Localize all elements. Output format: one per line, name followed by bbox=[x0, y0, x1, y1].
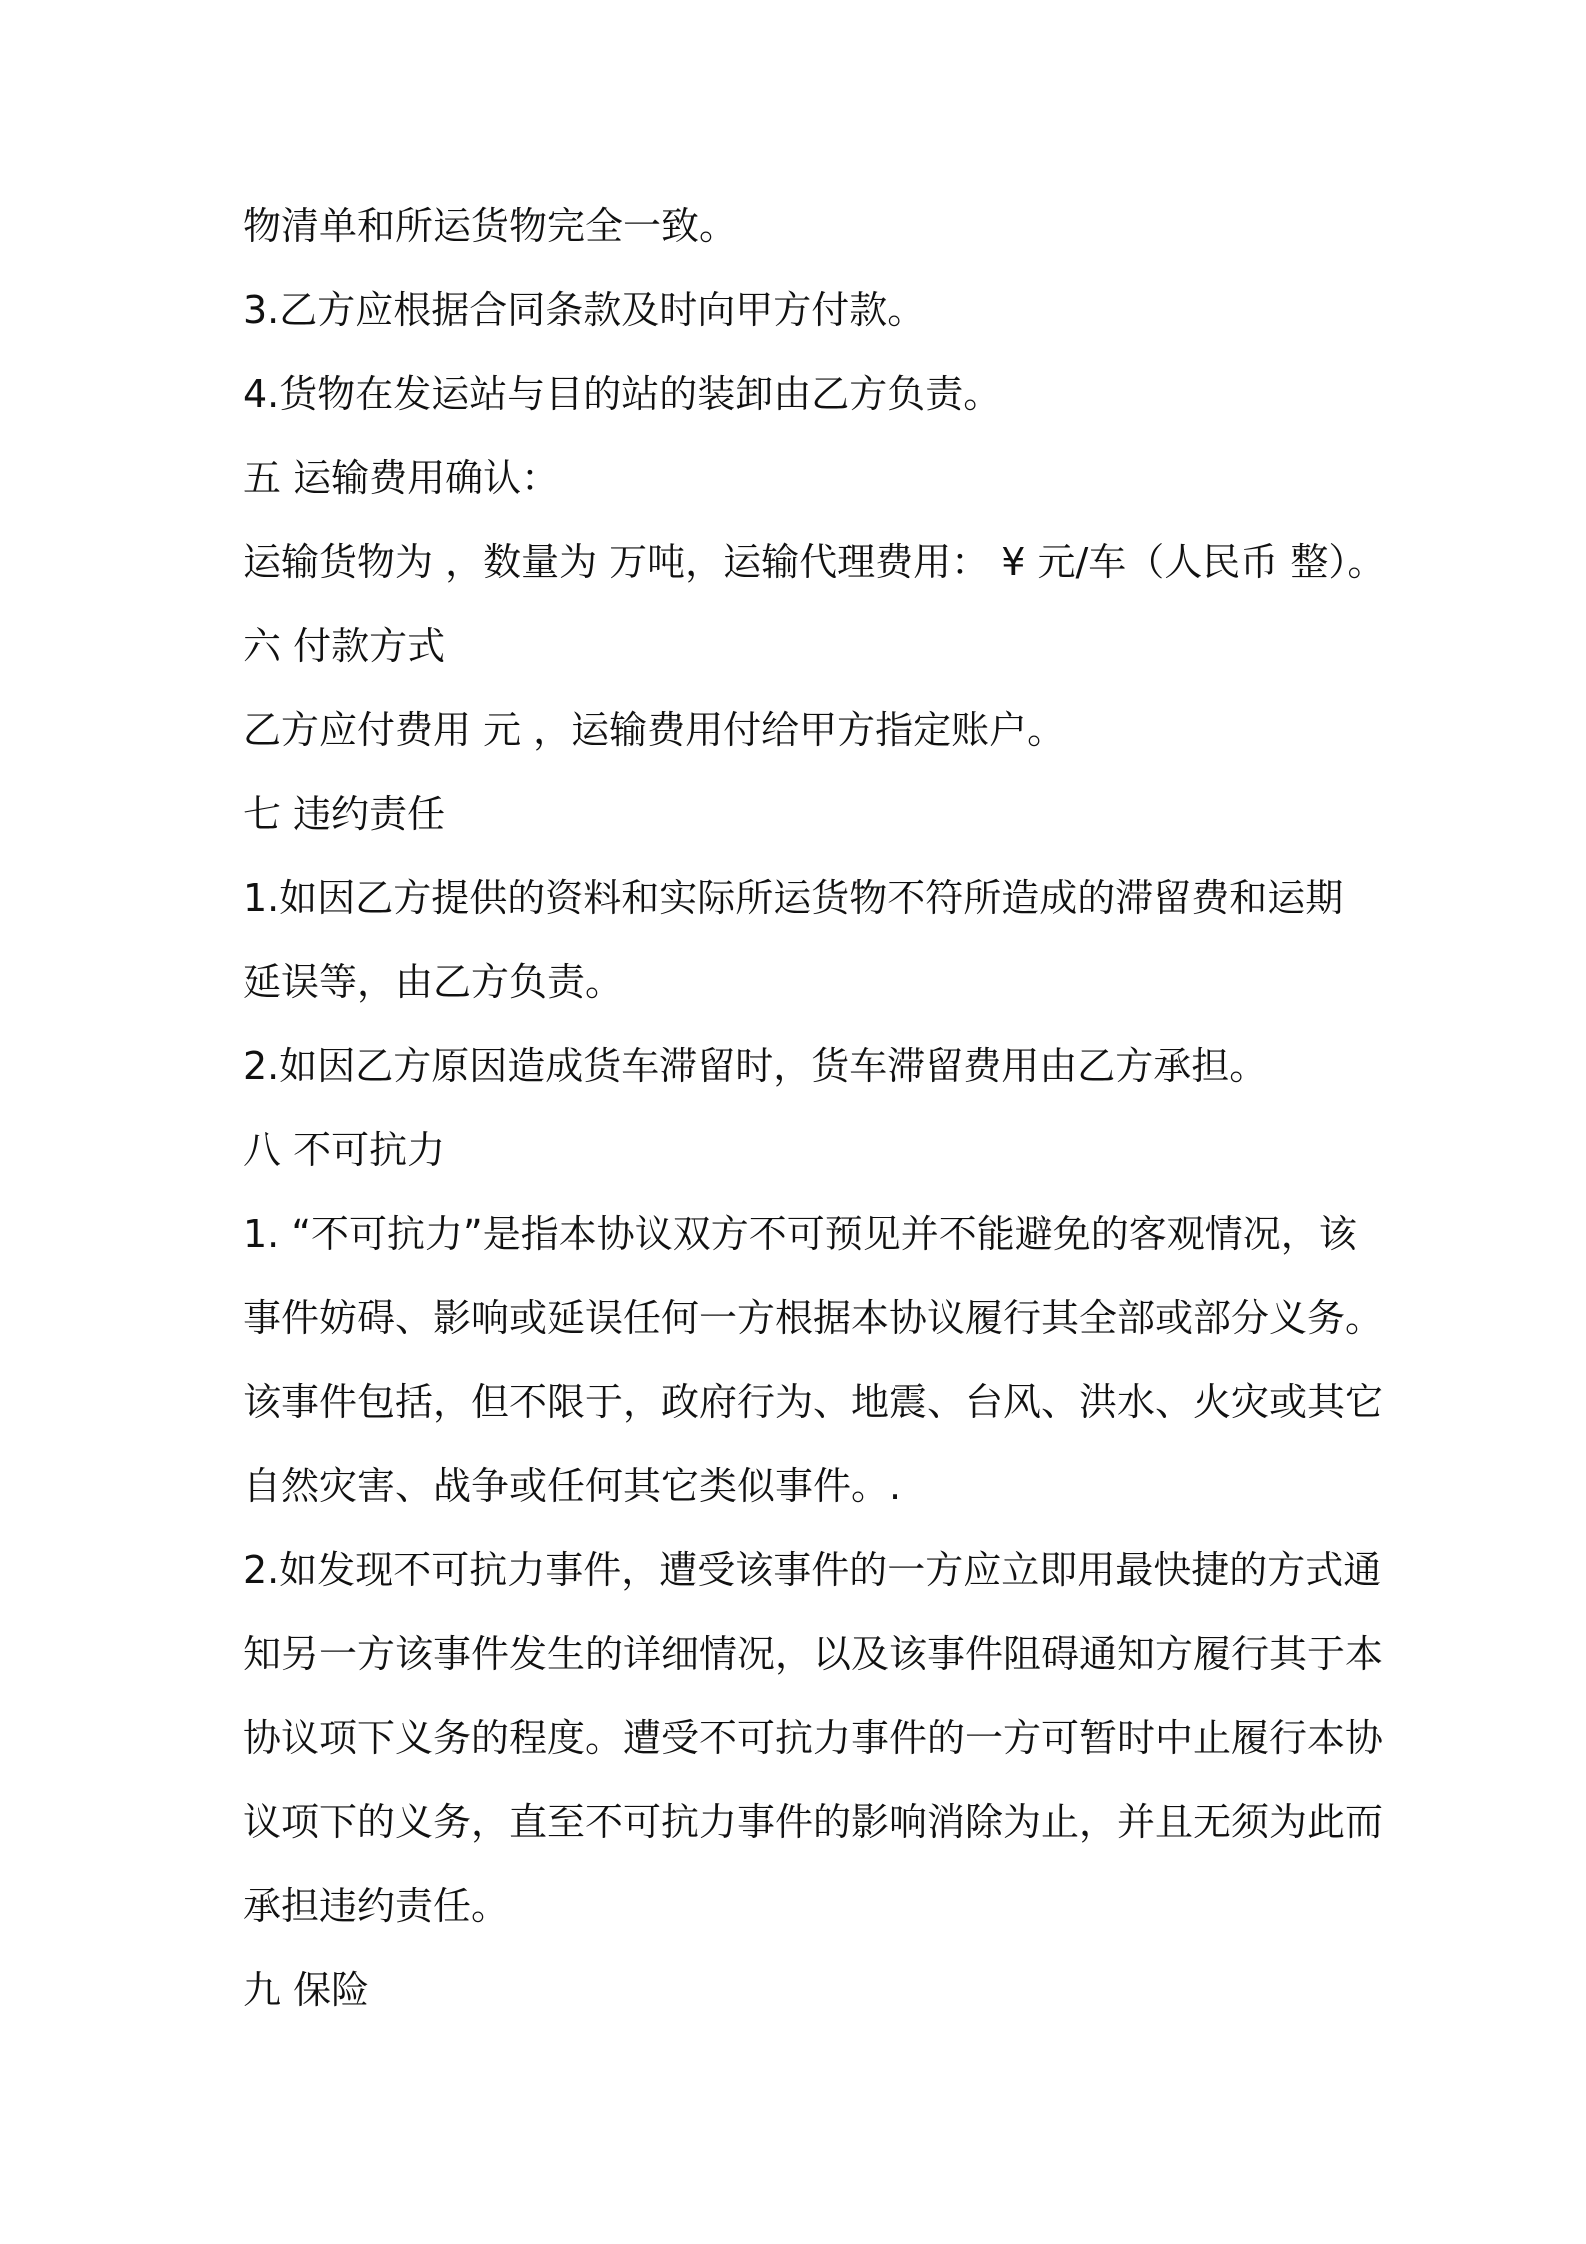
text-line: 乙方应付费用 元 ，运输费用付给甲方指定账户。 bbox=[243, 708, 1066, 752]
text-line: 知另一方该事件发生的详细情况，以及该事件阻碍通知方履行其于本 bbox=[243, 1632, 1384, 1676]
text-line: 4.货物在发运站与目的站的装卸由乙方负责。 bbox=[243, 372, 1002, 416]
section-heading: 六 付款方式 bbox=[243, 624, 446, 668]
text-line: 2.如发现不可抗力事件，遭受该事件的一方应立即用最快捷的方式通 bbox=[243, 1548, 1382, 1592]
text-line: 1. “不可抗力”是指本协议双方不可预见并不能避免的客观情况，该 bbox=[243, 1212, 1357, 1256]
text-line: 事件妨碍、影响或延误任何一方根据本协议履行其全部或部分义务。 bbox=[243, 1296, 1384, 1340]
text-line: 自然灾害、战争或任何其它类似事件。. bbox=[243, 1464, 902, 1508]
text-line: 该事件包括，但不限于，政府行为、地震、台风、洪水、火灾或其它 bbox=[243, 1380, 1384, 1424]
text-line: 3.乙方应根据合同条款及时向甲方付款。 bbox=[243, 288, 926, 332]
section-heading: 七 违约责任 bbox=[243, 792, 446, 836]
text-line: 协议项下义务的程度。遭受不可抗力事件的一方可暂时中止履行本协 bbox=[243, 1716, 1384, 1760]
text-line: 2.如因乙方原因造成货车滞留时，货车滞留费用由乙方承担。 bbox=[243, 1044, 1268, 1088]
text-line: 承担违约责任。 bbox=[243, 1884, 510, 1928]
text-line: 物清单和所运货物完全一致。 bbox=[243, 204, 738, 248]
section-heading: 五 运输费用确认： bbox=[243, 456, 560, 500]
text-line: 延误等，由乙方负责。 bbox=[243, 960, 624, 1004]
text-line: 议项下的义务，直至不可抗力事件的影响消除为止，并且无须为此而 bbox=[243, 1800, 1384, 1844]
text-line: 运输货物为 ，数量为 万吨，运输代理费用： ¥ 元/车（人民币 整）。 bbox=[243, 540, 1386, 584]
section-heading: 九 保险 bbox=[243, 1968, 370, 2012]
section-heading: 八 不可抗力 bbox=[243, 1128, 446, 1172]
text-line: 1.如因乙方提供的资料和实际所运货物不符所造成的滞留费和运期 bbox=[243, 876, 1344, 920]
